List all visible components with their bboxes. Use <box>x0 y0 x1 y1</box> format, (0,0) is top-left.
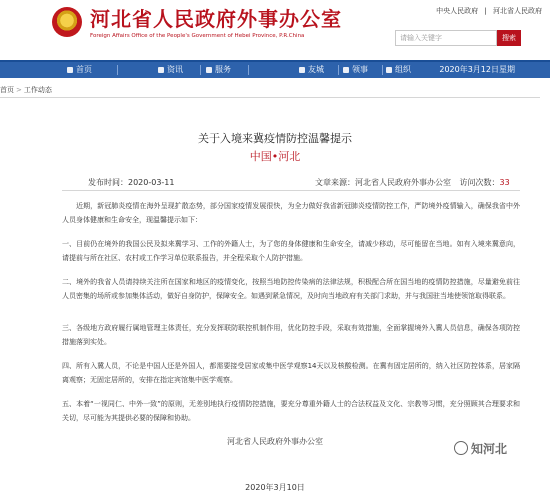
breadcrumb-divider <box>0 97 540 98</box>
article-meta <box>315 177 510 188</box>
article-paragraph: 一、目前仍在境外的我国公民及拟来冀学习、工作的外籍人士，为了您的身体健康和生命安全，请减少移动，尽可能留在当地。如有入境来冀意向，请提前与所在社区、农村或工作学习单位联系报告，并全程采取个人防护措施。 <box>62 240 520 262</box>
home-icon <box>67 67 73 73</box>
article-paragraph: 二、境外的我省人员请持续关注所在国家和地区的疫情变化，按照当地防控传染病的法律法规，积极配合所在国当地的疫情防控措施，尽量避免前往人员密集的场所或参加集体活动，做好自身防护，保障安全。如遇到紧急情况，及时向当地政府有关部门求助，并与我国驻当地使领馆取得联系。 <box>62 278 520 300</box>
nav-divider <box>117 65 118 75</box>
meta-divider <box>62 190 520 191</box>
search-input[interactable]: 请输入关键字 <box>395 30 497 46</box>
national-emblem-icon <box>52 7 82 37</box>
article-paragraph: 近期，新冠肺炎疫情在海外呈现扩散态势，部分国家疫情发展很快，为全力做好我省新冠肺炎疫情防控工作，严防境外疫情输入，确保我省中外人员身体健康和生命安全，现温馨提示如下： <box>62 202 520 224</box>
services-icon <box>206 67 212 73</box>
consular-icon <box>343 67 349 73</box>
nav-consular[interactable]: 领事 <box>343 62 368 78</box>
nav-divider <box>382 65 383 75</box>
link-separator: | <box>484 7 487 15</box>
nav-organization[interactable]: 组织 <box>386 62 411 78</box>
news-icon <box>158 67 164 73</box>
watermark: 知河北 <box>454 440 544 460</box>
publish-date: 发布时间：2020-03-11 <box>88 178 175 187</box>
site-title[interactable]: 河北省人民政府外事办公室 <box>90 7 342 31</box>
site-subtitle: Foreign Affairs Office of the People's Government of Hebei Province, P.R.China <box>90 33 305 39</box>
top-links <box>432 6 542 16</box>
nav-divider <box>200 65 201 75</box>
article-paragraph: 五、本着“一视同仁、中外一致”的原则，无差别地执行疫情防控措施，要充分尊重外籍人士的合法权益及文化、宗教等习惯，充分照顾其合理要求和关切，尽可能为其提供必要的保障和协助。 <box>62 400 520 422</box>
article-origin: 文章来源：河北省人民政府外事办公室 <box>315 178 451 187</box>
nav-sister-cities[interactable]: 友城 <box>299 62 324 78</box>
breadcrumb-home[interactable]: 首页 <box>0 86 14 94</box>
main-nav <box>0 60 550 78</box>
current-date: 2020年3月12日星期 <box>439 65 515 74</box>
signature-date: 2020年3月10日 <box>245 483 305 492</box>
views-label: 访问次数： <box>459 178 500 187</box>
nav-news[interactable]: 资讯 <box>158 62 183 78</box>
breadcrumb <box>0 83 52 97</box>
article-source-line: 中国•河北 <box>249 150 301 163</box>
breadcrumb-work-news[interactable]: 工作动态 <box>23 86 52 94</box>
handshake-icon <box>299 67 305 73</box>
breadcrumb-arrow-icon: > <box>16 86 22 94</box>
nav-services[interactable]: 服务 <box>206 62 231 78</box>
organization-icon <box>386 67 392 73</box>
link-central-government[interactable]: 中央人民政府 <box>436 7 479 15</box>
wechat-logo-icon <box>454 441 468 455</box>
article-title: 关于入境来冀疫情防控温馨提示 <box>198 132 352 145</box>
article-paragraph: 四、所有入冀人员，不论是中国人还是外国人，都需要接受居家或集中医学观察14天以及核酸检测。在冀有固定居所的，纳入社区防控体系，居家隔离观察；无固定居所的，安排在指定宾馆集中医学观察。 <box>62 362 520 384</box>
site-header <box>0 0 550 55</box>
nav-divider <box>338 65 339 75</box>
search-button[interactable]: 搜索 <box>497 30 521 46</box>
views-count: 33 <box>499 178 510 187</box>
article-signature: 河北省人民政府外事办公室 <box>227 437 323 446</box>
link-hebei-government[interactable]: 河北省人民政府 <box>493 7 542 15</box>
nav-home[interactable]: 首页 <box>67 62 92 78</box>
nav-divider <box>248 65 249 75</box>
article-paragraph: 三、各级地方政府履行属地管理主体责任，充分发挥联防联控机制作用，优化防控手段，采取有效措施，全面掌握境外入冀人员信息，确保各项防控措施落到实处。 <box>62 324 520 346</box>
